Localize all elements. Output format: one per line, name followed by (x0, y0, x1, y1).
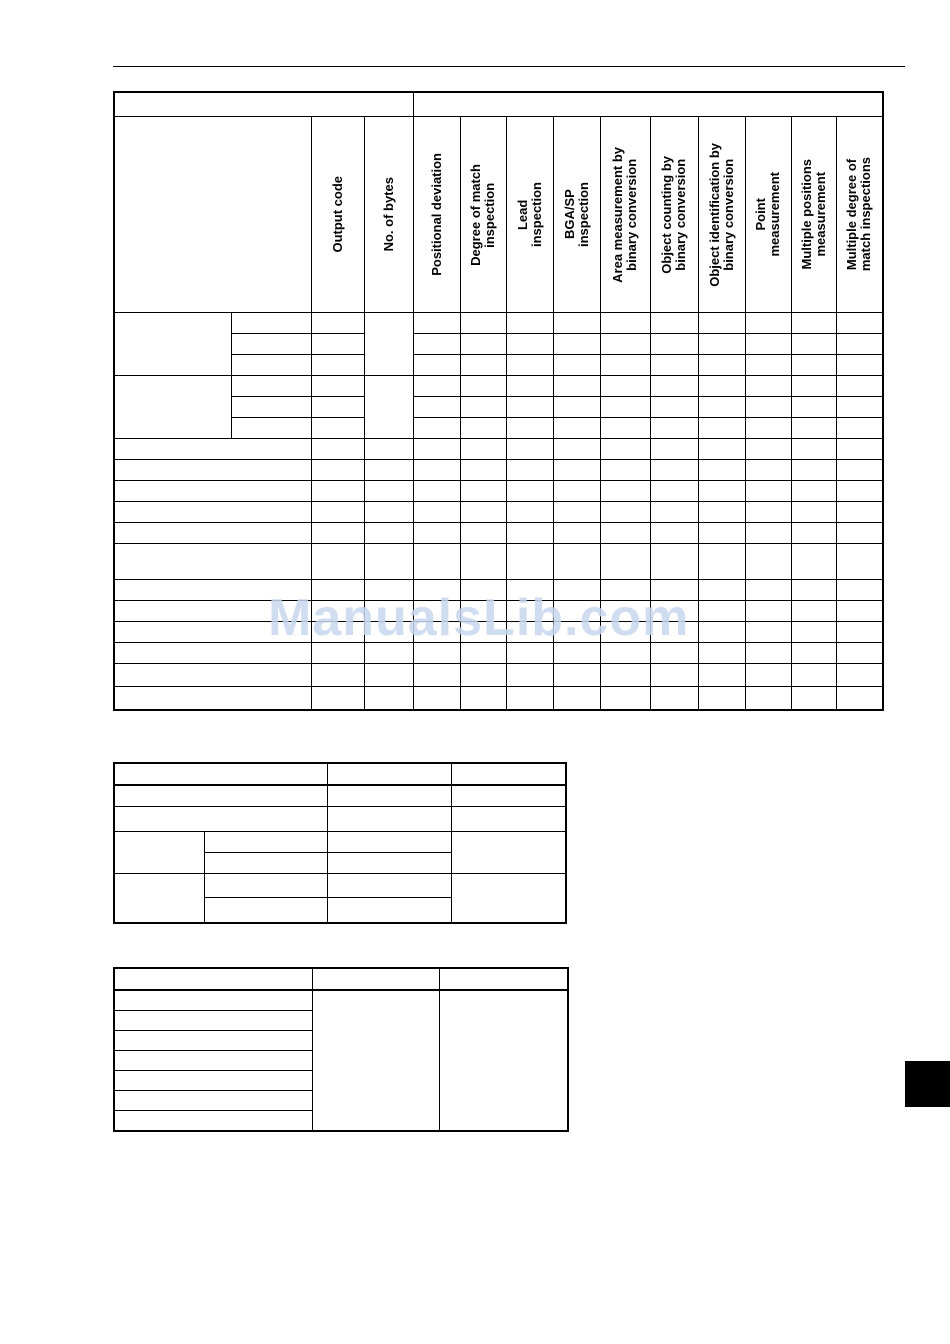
table-header-row (114, 968, 568, 990)
caption-row (114, 92, 883, 117)
col-bga-sp-inspection: BGA/SP inspection (553, 117, 600, 313)
col-output-code: Output code (311, 117, 364, 313)
col-no-of-bytes: No. of bytes (364, 117, 413, 313)
output-code-table (113, 91, 884, 711)
table-row (114, 481, 883, 502)
col-positional-deviation: Positional deviation (413, 117, 460, 313)
table-row (114, 874, 566, 898)
table-row (114, 544, 883, 580)
table-row (114, 460, 883, 481)
table-row (114, 990, 568, 1011)
section-tab-marker (905, 1061, 950, 1107)
table-header-row (114, 763, 566, 785)
caption-cell-right (413, 92, 883, 117)
col-multiple-degree-of-match: Multiple degree of match inspections (836, 117, 883, 313)
watermark: ManualsLib.com (268, 589, 690, 647)
col-lead-inspection: Lead inspection (506, 117, 553, 313)
bytes-merged-cell (364, 376, 413, 439)
table-row (114, 523, 883, 544)
header-rule (113, 66, 905, 67)
col-object-counting: Object counting by binary conversion (650, 117, 698, 313)
col-degree-of-match: Degree of match inspection (460, 117, 506, 313)
group-cell (114, 376, 231, 439)
table-row (114, 376, 883, 397)
col-multiple-positions: Multiple positions measurement (791, 117, 836, 313)
item-header-cell (114, 117, 311, 313)
caption-cell-left (114, 92, 413, 117)
column-header-row (114, 117, 883, 313)
table-row (114, 807, 566, 832)
table-row (114, 622, 883, 643)
spec-table (113, 762, 567, 924)
col-object-identification: Object identification by binary conversion (698, 117, 745, 313)
table-row (114, 785, 566, 807)
table-row (114, 580, 883, 601)
table-row (114, 601, 883, 622)
group-cell (114, 313, 231, 376)
table-row (114, 439, 883, 460)
bytes-merged-cell (364, 313, 413, 376)
table-row (114, 664, 883, 687)
table-row (114, 313, 883, 334)
table-row (114, 832, 566, 853)
list-table (113, 967, 569, 1132)
col-area-measurement: Area measurement by binary conversion (600, 117, 650, 313)
table-row (114, 643, 883, 664)
table-row (114, 687, 883, 711)
col-point-measurement: Point measurement (745, 117, 791, 313)
table-row (114, 502, 883, 523)
